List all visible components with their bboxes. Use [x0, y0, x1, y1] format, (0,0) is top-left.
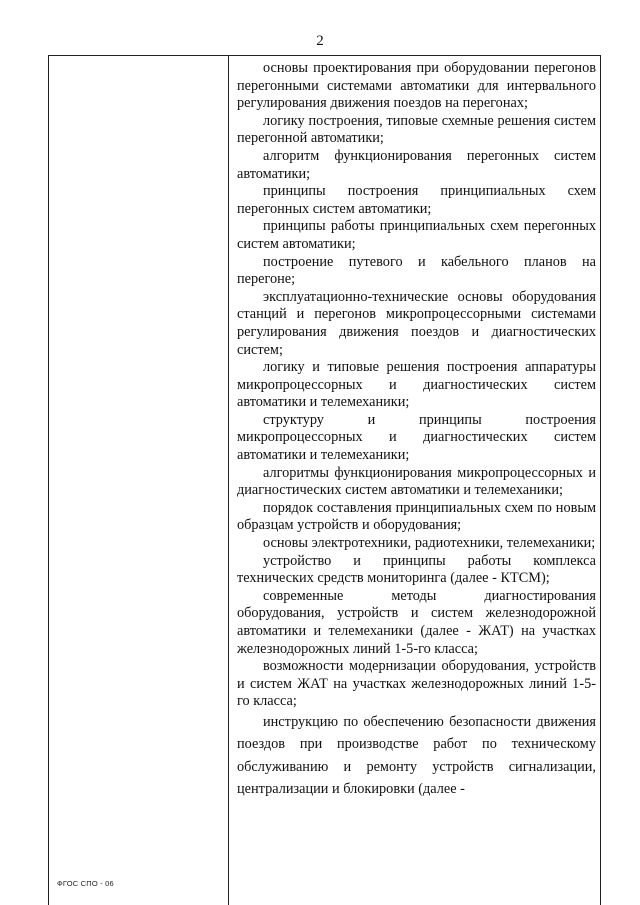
list-item: логику построения, типовые схемные решения систем перегонной автоматики; [237, 112, 596, 147]
list-item: инструкцию по обеспечению безопасности движения поездов при производстве работ по техническому обслуживанию и ремонту устройств сигнализации, централизации и блокировки (далее - [237, 713, 596, 798]
list-item: принципы построения принципиальных схем перегонных систем автоматики; [237, 183, 596, 217]
document-footer: ФГОС СПО - 06 [57, 879, 114, 888]
list-item: основы проектирования при оборудовании перегонов перегонными системами автоматики для интервального регулирования движения поездов на перегонах; [237, 60, 596, 112]
list-item: основы электротехники, радиотехники, телемеханики; [263, 535, 596, 552]
list-item: устройство и принципы работы комплекса технических средств мониторинга (далее - КТСМ); [237, 552, 596, 587]
list-item: алгоритм функционирования перегонных систем автоматики; [237, 147, 596, 182]
page-number: 2 [316, 33, 324, 49]
list-item: современные методы диагностирования оборудования, устройств и систем железнодорожной автоматики и телемеханики (далее - ЖАТ) на участках железнодорожных линий 1-5-го класса; [237, 587, 596, 657]
table-left-column [49, 56, 229, 905]
list-item: алгоритмы функционирования микропроцессорных и диагностических систем автоматики и телемеханики; [237, 464, 596, 499]
list-item: возможности модернизации оборудования, устройств и систем ЖАТ на участках железнодорожных линий 1-5-го класса; [237, 658, 596, 710]
content-table [48, 55, 601, 905]
list-item: структуру и принципы построения микропроцессорных и диагностических систем автоматики и телемеханики; [237, 411, 596, 464]
list-item: порядок составления принципиальных схем по новым образцам устройств и оборудования; [237, 499, 596, 534]
table-right-column [237, 60, 596, 801]
list-item: принципы работы принципиальных схем перегонных систем автоматики; [237, 218, 596, 252]
list-item: эксплуатационно-технические основы оборудования станций и перегонов микропроцессорными системами регулирования движения поездов и диагностических систем; [237, 288, 596, 358]
list-item: логику и типовые решения построения аппаратуры микропроцессорных и диагностических систем автоматики и телемеханики; [237, 359, 596, 411]
list-item: построение путевого и кабельного планов на перегоне; [237, 253, 596, 288]
